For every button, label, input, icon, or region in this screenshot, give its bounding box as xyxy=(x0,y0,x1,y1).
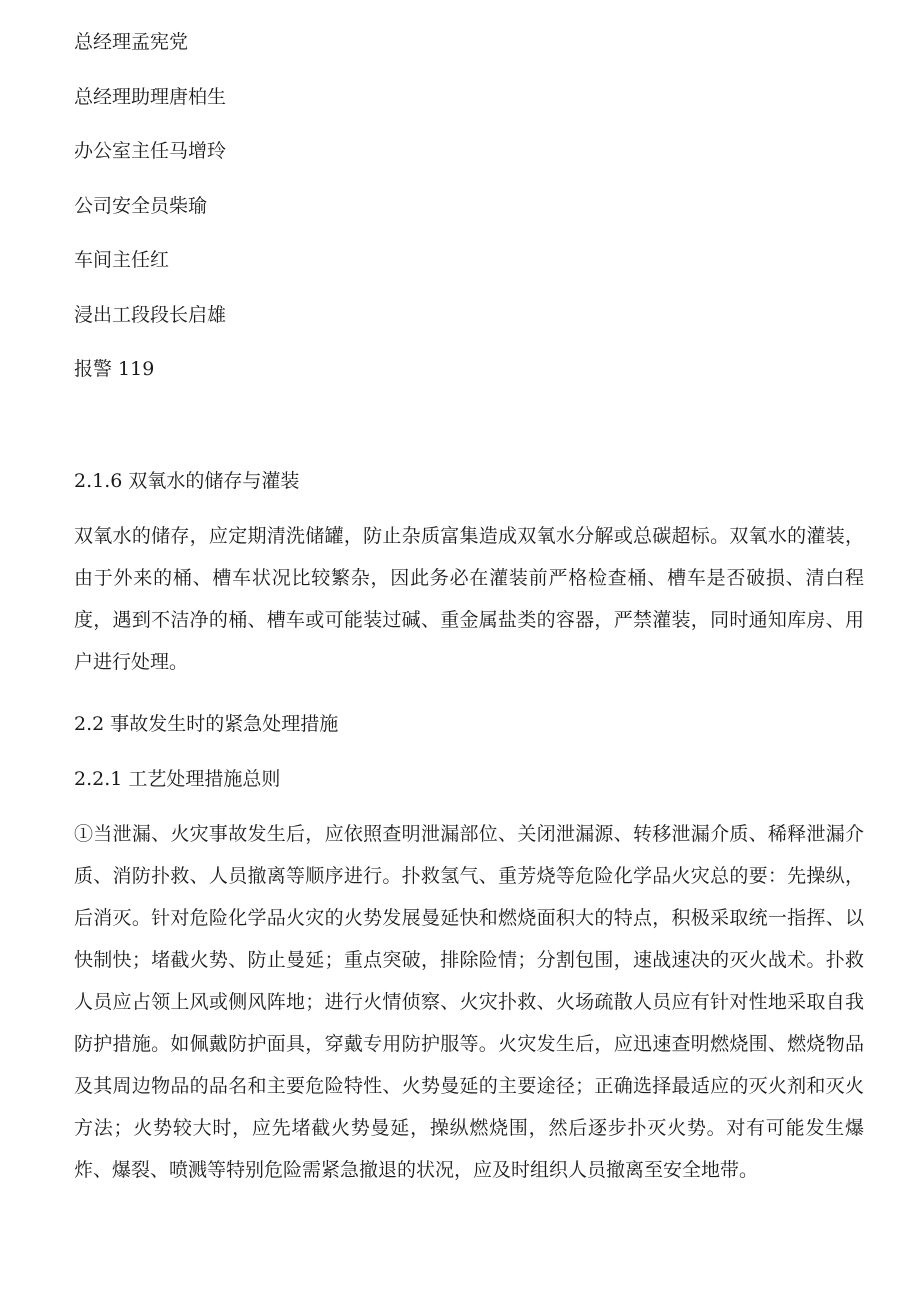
contact-line-workshop-director: 车间主任红 xyxy=(74,249,170,271)
section-heading-2-2: 2.2 事故发生时的紧急处理措施 xyxy=(74,713,339,735)
contact-line-office-director: 办公室主任马增玲 xyxy=(74,140,227,162)
contact-line-assistant-manager: 总经理助理唐柏生 xyxy=(74,86,227,108)
contact-line-general-manager: 总经理孟宪党 xyxy=(74,31,189,53)
section-heading-2-2-1: 2.2.1 工艺处理措施总则 xyxy=(74,768,281,790)
section-body-2-2-1: ①当泄漏、火灾事故发生后，应依照查明泄漏部位、关闭泄漏源、转移泄漏介质、稀释泄漏介质、消防扑救、人员撤离等顺序进行。扑救氢气、重芳烧等危险化学品火灾总的要：先操纵，后消灭。针对危险化学品火灾的火势发展曼延快和燃烧面积大的特点，积极采取统一指挥、以快制快；堵截火势、防止曼延；重点突破，排除险情；分割包围，速战速决的灭火战术。扑救人员应占领上风或侧风阵地；进行火情侦察、火灾扑救、火场疏散人员应有针对性地采取自我防护措施。如佩戴防护面具，穿戴专用防护服等。火灾发生后，应迅速查明燃烧围、燃烧物品及其周边物品的品名和主要危险特性、火势曼延的主要途径；正确选择最适应的灭火剂和灭火方法；火势较大时，应先堵截火势曼延，操纵燃烧围，然后逐步扑灭火势。对有可能发生爆炸、爆裂、喷溅等特别危险需紧急撤退的状况，应及时组织人员撤离至安全地带。 xyxy=(74,823,864,1181)
section-body-2-1-6: 双氧水的储存，应定期清洗储罐，防止杂质富集造成双氧水分解或总碳超标。双氧水的灌装，由于外来的桶、槽车状况比较繁杂，因此务必在灌装前严格检查桶、槽车是否破损、清白程度，遇到不洁净的桶、槽车或可能装过碱、重金属盐类的容器，严禁灌装，同时通知库房、用户进行处理。 xyxy=(74,525,864,673)
contact-line-section-leader: 浸出工段段长启雄 xyxy=(74,304,227,326)
contact-line-emergency-number: 报警 119 xyxy=(74,358,155,380)
contact-line-safety-officer: 公司安全员柴瑜 xyxy=(74,195,208,217)
section-heading-2-1-6: 2.1.6 双氧水的储存与灌装 xyxy=(74,470,300,492)
